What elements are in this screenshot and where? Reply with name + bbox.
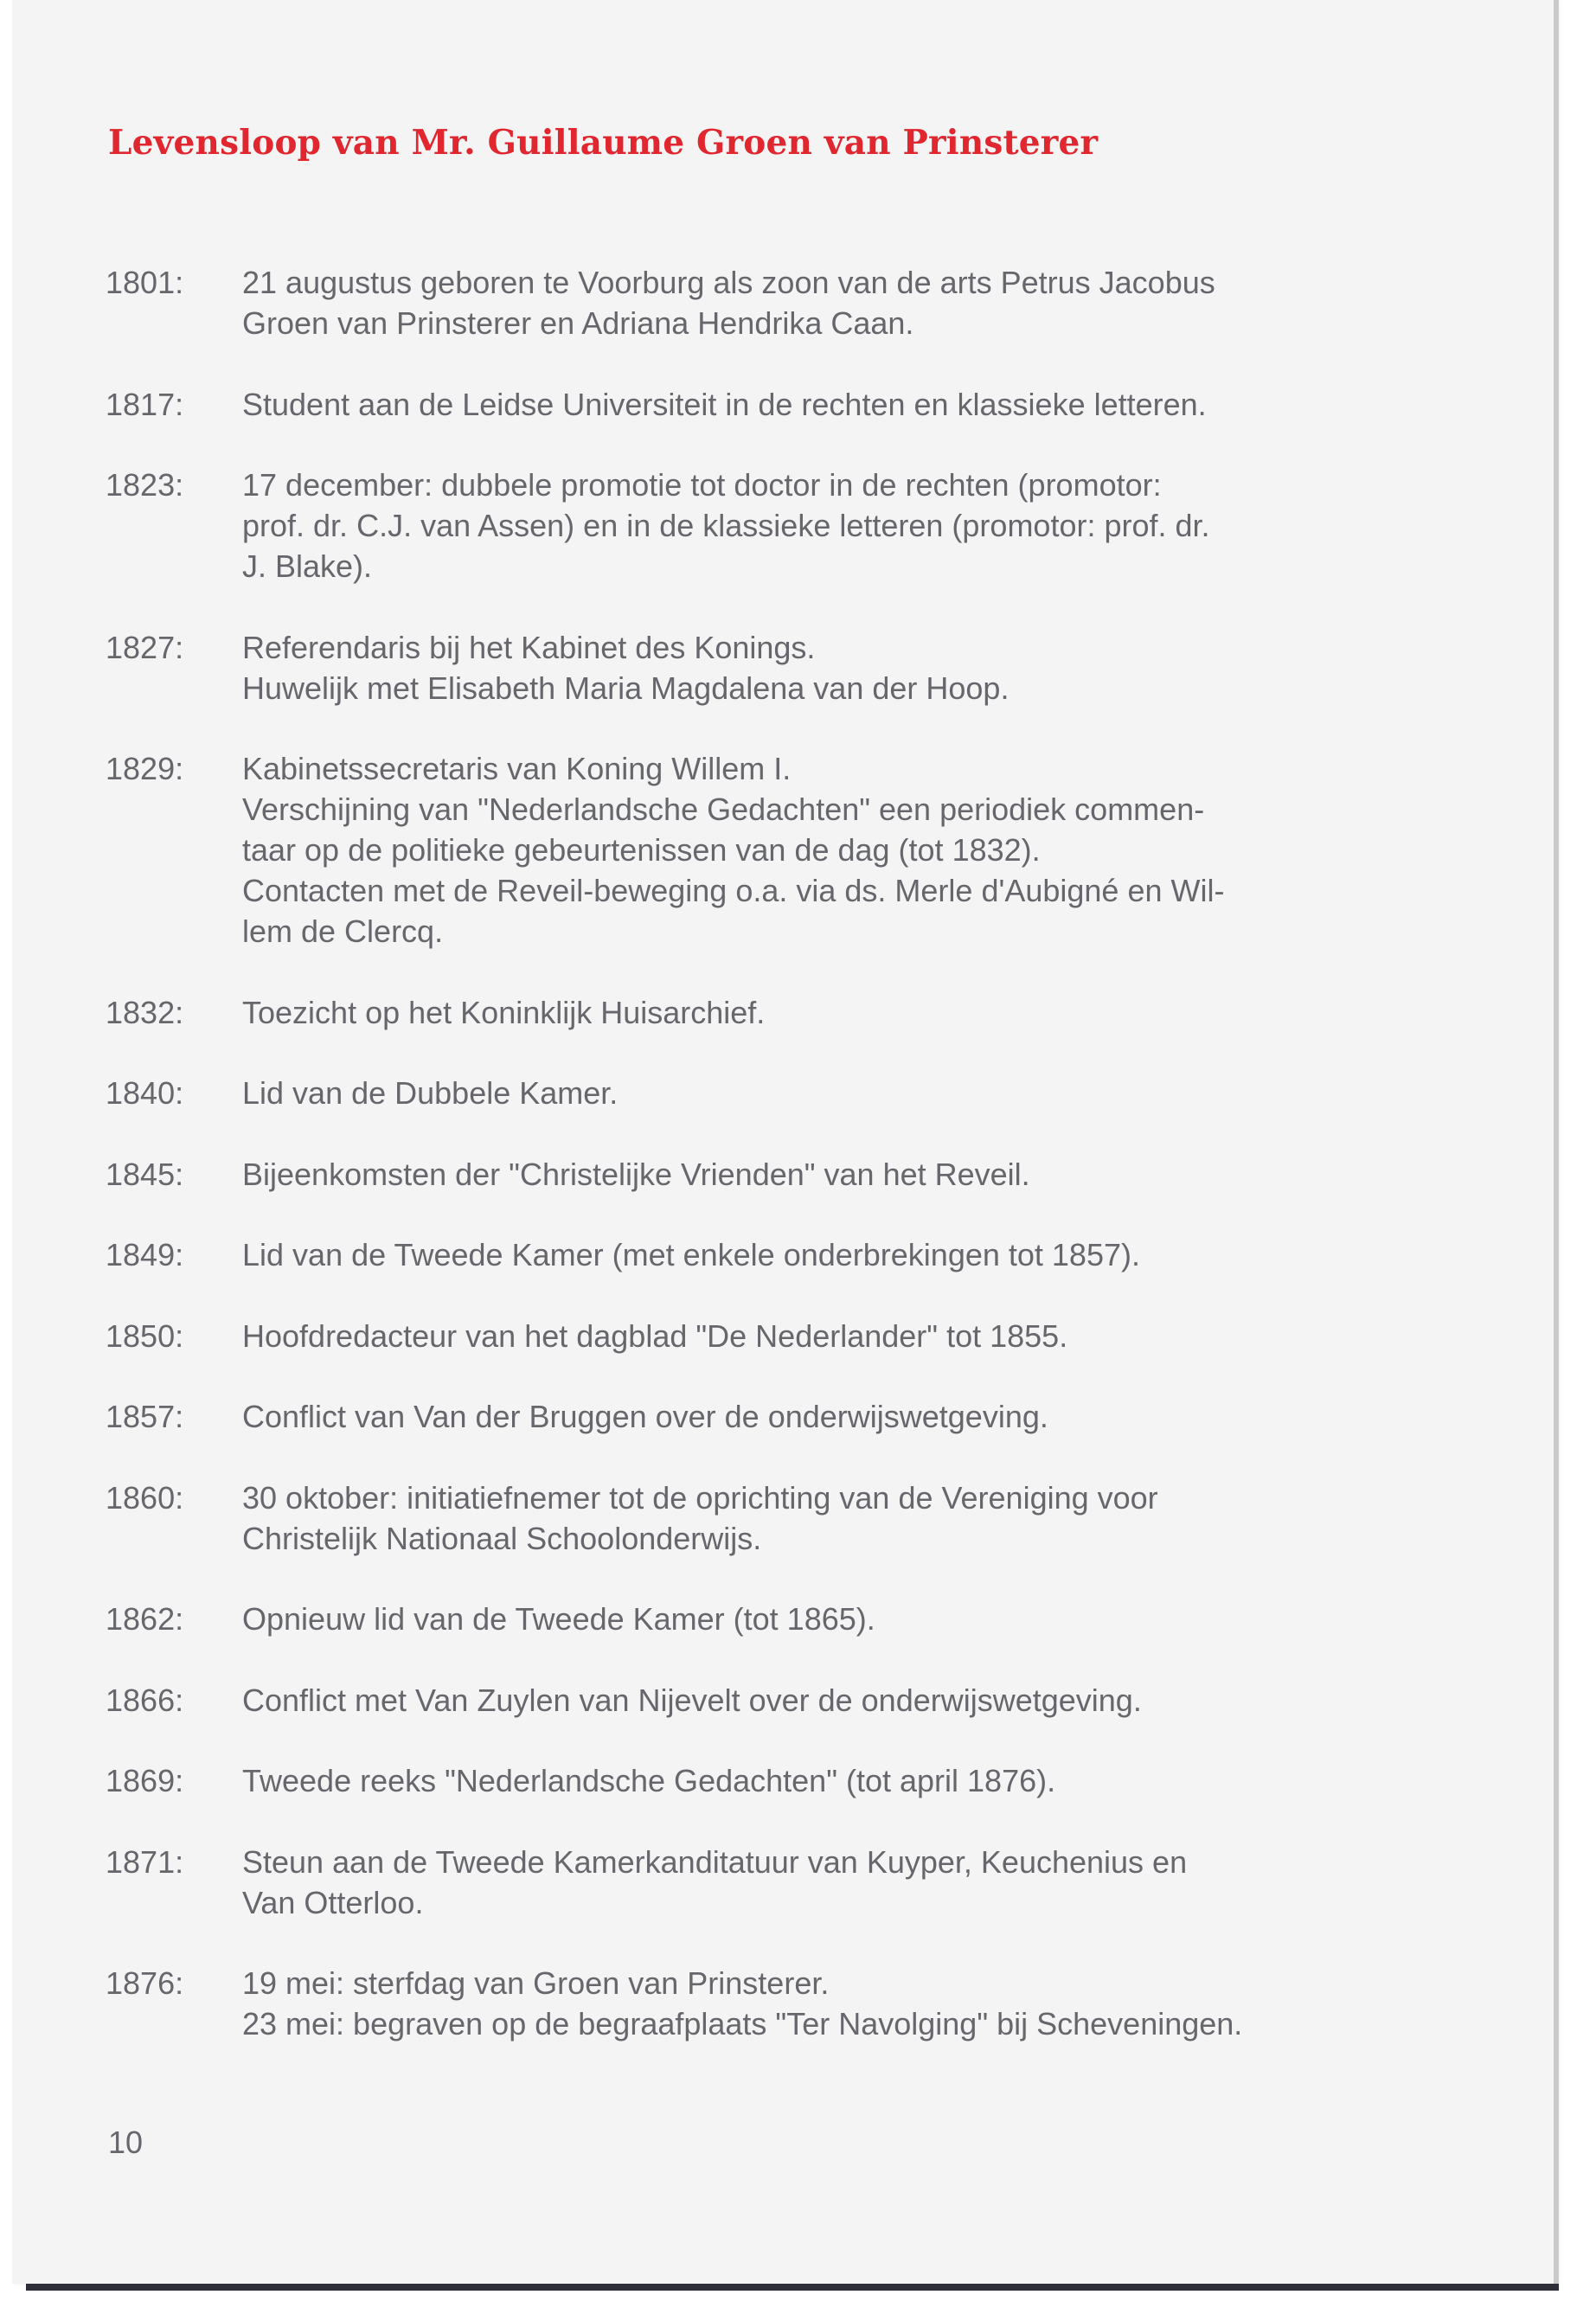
entry-description (242, 1396, 1420, 1437)
entry-line: Contacten met de Reveil-beweging o.a. via ds. Merle d'Aubigné en Wil- (242, 873, 1225, 908)
entry-year: 1801: (106, 265, 184, 300)
timeline-entry (106, 1073, 1420, 1113)
entry-line: Steun aan de Tweede Kamerkanditatuur van Kuyper, Keuchenius en (242, 1843, 1188, 1880)
entry-description (242, 1073, 1420, 1113)
timeline-entry (106, 1316, 1420, 1356)
timeline-entry (106, 1760, 1420, 1801)
entry-line: 21 augustus geboren te Voorburg als zoon van de arts Petrus Jacobus (242, 265, 1215, 300)
entry-description (242, 262, 1420, 343)
timeline (106, 262, 1420, 2085)
entry-description (242, 1316, 1420, 1356)
entry-line: Huwelijk met Elisabeth Maria Magdalena van der Hoop. (242, 670, 1010, 706)
entry-line: Lid van de Tweede Kamer (met enkele onderbrekingen tot 1857). (242, 1237, 1140, 1272)
entry-year: 1849: (106, 1237, 184, 1272)
timeline-entry (106, 1842, 1420, 1923)
entry-year: 1829: (106, 751, 184, 786)
entry-description (242, 1760, 1420, 1801)
entry-year: 1817: (106, 386, 184, 422)
timeline-entry (106, 1477, 1420, 1559)
entry-line: taar op de politieke gebeurtenissen van de dag (tot 1832). (242, 832, 1041, 868)
entry-line: Conflict met Van Zuylen van Nijevelt over de onderwijswetgeving. (242, 1682, 1142, 1718)
timeline-entry (106, 1680, 1420, 1721)
entry-year: 1871: (106, 1843, 184, 1880)
entry-description (242, 1599, 1420, 1639)
entry-description (242, 384, 1420, 425)
entry-year: 1857: (106, 1399, 184, 1434)
timeline-entry (106, 1154, 1420, 1195)
entry-line: Tweede reeks "Nederlandsche Gedachten" (tot april 1876). (242, 1763, 1056, 1798)
entry-line: Bijeenkomsten der "Christelijke Vrienden" van het Reveil. (242, 1156, 1030, 1192)
entry-year: 1860: (106, 1479, 184, 1516)
entry-year: 1850: (106, 1317, 184, 1354)
entry-description (242, 1477, 1420, 1559)
entry-line: Conflict van Van der Bruggen over de onderwijswetgeving. (242, 1399, 1048, 1434)
entry-line: Student aan de Leidse Universiteit in de rechten en klassieke letteren. (242, 386, 1207, 422)
entry-description (242, 1842, 1420, 1923)
entry-description (242, 1234, 1420, 1275)
entry-line: Kabinetssecretaris van Koning Willem I. (242, 751, 792, 786)
entry-description (242, 748, 1420, 952)
entry-line: lem de Clercq. (242, 913, 444, 949)
timeline-entry (106, 262, 1420, 343)
entry-line: prof. dr. C.J. van Assen) en in de klassieke letteren (promotor: prof. dr. (242, 508, 1210, 543)
timeline-entry (106, 1599, 1420, 1639)
entry-line: Hoofdredacteur van het dagblad "De Nederlander" tot 1855. (242, 1317, 1068, 1354)
timeline-entry (106, 465, 1420, 586)
entry-line: J. Blake). (242, 548, 373, 584)
entry-line: Groen van Prinsterer en Adriana Hendrika Caan. (242, 305, 914, 341)
page-number: 10 (108, 2125, 144, 2160)
entry-year: 1845: (106, 1156, 184, 1192)
entry-line: Van Otterloo. (242, 1884, 424, 1920)
timeline-entry (106, 748, 1420, 952)
entry-line: 23 mei: begraven op de begraafplaats "Ter Navolging" bij Scheveningen. (242, 2006, 1243, 2041)
page-edge-bottom (26, 2284, 1559, 2291)
page-edge-right (1554, 0, 1559, 2284)
entry-year: 1840: (106, 1075, 184, 1111)
timeline-entry (106, 384, 1420, 425)
entry-description (242, 1963, 1420, 2044)
entry-line: Referendaris bij het Kabinet des Konings. (242, 629, 816, 665)
entry-description (242, 627, 1420, 708)
entry-year: 1869: (106, 1763, 184, 1798)
entry-description (242, 1680, 1420, 1721)
entry-year: 1823: (106, 467, 184, 503)
entry-year: 1862: (106, 1601, 184, 1637)
entry-year: 1827: (106, 629, 184, 665)
entry-description (242, 465, 1420, 586)
entry-description (242, 992, 1420, 1033)
timeline-entry (106, 1234, 1420, 1275)
entry-line: 30 oktober: initiatiefnemer tot de oprichting van de Vereniging voor (242, 1479, 1158, 1516)
entry-line: Verschijning van "Nederlandsche Gedachten" een periodiek commen- (242, 792, 1205, 827)
entry-line: Christelijk Nationaal Schoolonderwijs. (242, 1520, 762, 1556)
page-title: Levensloop van Mr. Guillaume Groen van Prinsterer (108, 123, 1099, 163)
entry-line: 17 december: dubbele promotie tot doctor in de rechten (promotor: (242, 467, 1162, 503)
entry-year: 1832: (106, 994, 184, 1030)
timeline-entry (106, 1396, 1420, 1437)
entry-description (242, 1154, 1420, 1195)
entry-year: 1876: (106, 1965, 184, 2001)
timeline-entry (106, 627, 1420, 708)
entry-year: 1866: (106, 1682, 184, 1718)
entry-line: 19 mei: sterfdag van Groen van Prinsterer. (242, 1965, 830, 2001)
entry-line: Lid van de Dubbele Kamer. (242, 1075, 619, 1111)
timeline-entry (106, 992, 1420, 1033)
entry-line: Opnieuw lid van de Tweede Kamer (tot 1865). (242, 1601, 875, 1637)
entry-line: Toezicht op het Koninklijk Huisarchief. (242, 994, 766, 1030)
timeline-entry (106, 1963, 1420, 2044)
